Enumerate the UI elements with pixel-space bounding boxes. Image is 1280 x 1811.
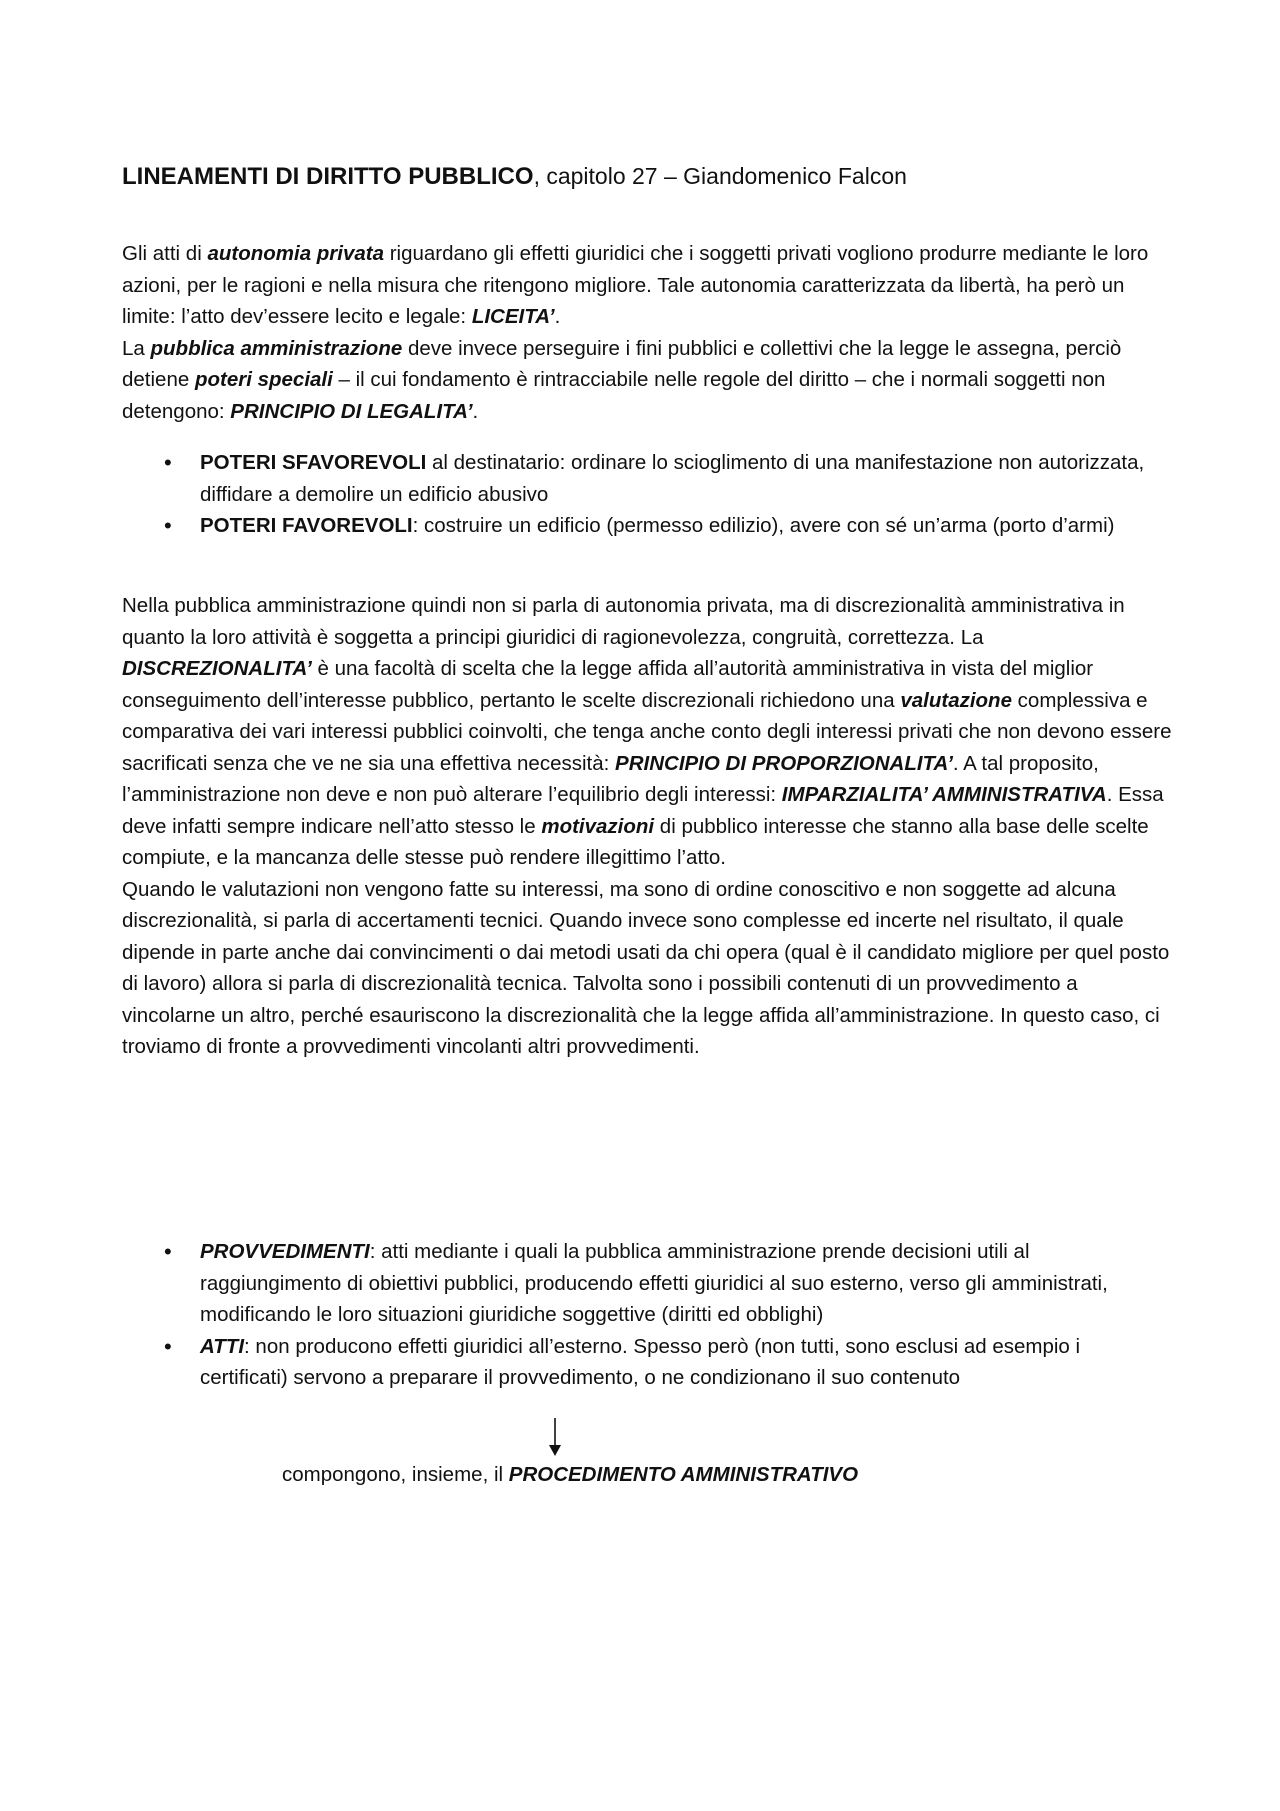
emphasis-poteri-speciali: poteri speciali — [194, 368, 333, 391]
list-item-text: : costruire un edificio (permesso edilizio), avere con sé un’arma (porto d’armi) — [412, 514, 1115, 537]
emphasis-pubblica-amministrazione: pubblica amministrazione — [150, 336, 403, 360]
emphasis-principio-legalita: PRINCIPIO DI LEGALITA’ — [230, 399, 473, 423]
poteri-list — [122, 447, 1172, 542]
discrezionalita-paragraph-1 — [122, 590, 1172, 874]
list-item-label: PROVVEDIMENTI — [200, 1240, 370, 1263]
text-run: . — [472, 399, 479, 423]
intro-section — [122, 238, 1172, 427]
atti-list — [122, 1236, 1172, 1394]
emphasis-imparzialita: IMPARZIALITA’ AMMINISTRATIVA — [781, 783, 1107, 806]
title-strong: LINEAMENTI DI DIRITTO PUBBLICO — [122, 163, 534, 190]
document-title — [122, 160, 907, 193]
list-item — [122, 447, 1172, 510]
list-item-label: POTERI SFAVOREVOLI — [200, 451, 427, 474]
list-item-text: : atti mediante i quali la pubblica amministrazione prende decisioni utili al raggiungimento di obiettivi pubblici, producendo effetti giuridici al suo esterno, verso gli amministrati, modificando le loro situazioni giuridiche soggettive (diritti ed obblighi) — [200, 1240, 1108, 1326]
text-run: è una facoltà di scelta che la legge affida all’autorità amministrativa in vista del miglior conseguimento dell’interesse pubblico, pertanto le scelte discrezionali richiedono una — [122, 657, 1094, 712]
text-run: . — [554, 305, 561, 328]
discrezionalita-paragraph-2: Quando le valutazioni non vengono fatte su interessi, ma sono di ordine conoscitivo e non soggette ad alcuna discrezionalità, si parla di accertamenti tecnici. Quando invece sono complesse ed incerte nel risultato, il quale dipende in parte anche dai convincimenti o dai metodi usati da chi opera (qual è il candidato migliore per quel posto di lavoro) allora si parla di discrezionalità tecnica. Talvolta sono i possibili contenuti di un provvedimento a vincolarne un altro, perché esauriscono la discrezionalità che la legge affida all’amministrazione. In questo caso, ci troviamo di fronte a provvedimenti vincolanti altri provvedimenti. — [122, 877, 1170, 1058]
title-rest: , capitolo 27 – Giandomenico Falcon — [533, 163, 907, 189]
emphasis-liceita: LICEITA’ — [471, 305, 555, 328]
list-item-text: al destinatario: ordinare lo scioglimento di una manifestazione non autorizzata, diffidare a demolire un edificio abusivo — [200, 451, 1145, 506]
text-run: La — [122, 336, 151, 360]
text-run: Gli atti di — [122, 242, 208, 265]
text-run: di pubblico interesse che stanno alla base delle scelte compiute, e la mancanza delle stesse può rendere illegittimo l’atto. — [122, 814, 1149, 869]
text-run: complessiva e comparativa dei vari interessi pubblici coinvolti, che tenga anche conto degli interessi privati che non devono essere sacrificati senza che ve ne sia una effettiva necessità: — [122, 688, 1172, 775]
list-item — [122, 1331, 1172, 1394]
conclusion-line — [282, 1459, 858, 1491]
intro-paragraph-1 — [122, 238, 1172, 333]
list-item — [122, 510, 1172, 542]
list-item — [122, 1236, 1172, 1331]
emphasis-principio-proporzionalita: PRINCIPIO DI PROPORZIONALITA’ — [615, 751, 953, 775]
emphasis-valutazione: valutazione — [900, 688, 1012, 712]
list-item-label: POTERI FAVOREVOLI — [200, 514, 413, 537]
text-run: deve invece perseguire i fini pubblici e collettivi che la legge le assegna, perciò detiene — [122, 336, 1122, 391]
intro-paragraph-2 — [122, 333, 1172, 428]
emphasis-autonomia-privata: autonomia privata — [207, 242, 385, 265]
emphasis-motivazioni: motivazioni — [541, 814, 655, 838]
text-run: . Essa deve infatti sempre indicare nell’atto stesso le — [122, 783, 1164, 838]
text-run: Nella pubblica amministrazione quindi non si parla di autonomia privata, ma di discrezionalità amministrativa in quanto la loro attività è soggetta a principi giuridici di ragionevolezza, congruità, correttezza. La — [122, 594, 1125, 649]
conclusion-text: compongono, insieme, il — [282, 1463, 509, 1486]
text-run: – il cui fondamento è rintracciabile nelle regole del diritto – che i normali soggetti non detengono: — [122, 368, 1106, 423]
emphasis-procedimento-amministrativo: PROCEDIMENTO AMMINISTRATIVO — [508, 1463, 859, 1486]
arrow-down-icon — [549, 1418, 561, 1456]
text-run: riguardano gli effetti giuridici che i soggetti privati vogliono produrre mediante le loro azioni, per le ragioni e nella misura che ritengono migliore. Tale autonomia caratterizzata da libertà, ha però un limite: l’atto dev’essere lecito e legale: — [122, 242, 1149, 328]
text-run: . A tal proposito, l’amministrazione non deve e non può alterare l’equilibrio degli interessi: — [122, 751, 1099, 806]
discrezionalita-section — [122, 590, 1172, 1063]
list-item-text: : non producono effetti giuridici all’esterno. Spesso però (non tutti, sono esclusi ad esempio i certificati) servono a preparare il provvedimento, o ne condizionano il suo contenuto — [200, 1334, 1081, 1389]
list-item-label: ATTI — [200, 1334, 245, 1358]
emphasis-discrezionalita: DISCREZIONALITA’ — [122, 657, 312, 680]
